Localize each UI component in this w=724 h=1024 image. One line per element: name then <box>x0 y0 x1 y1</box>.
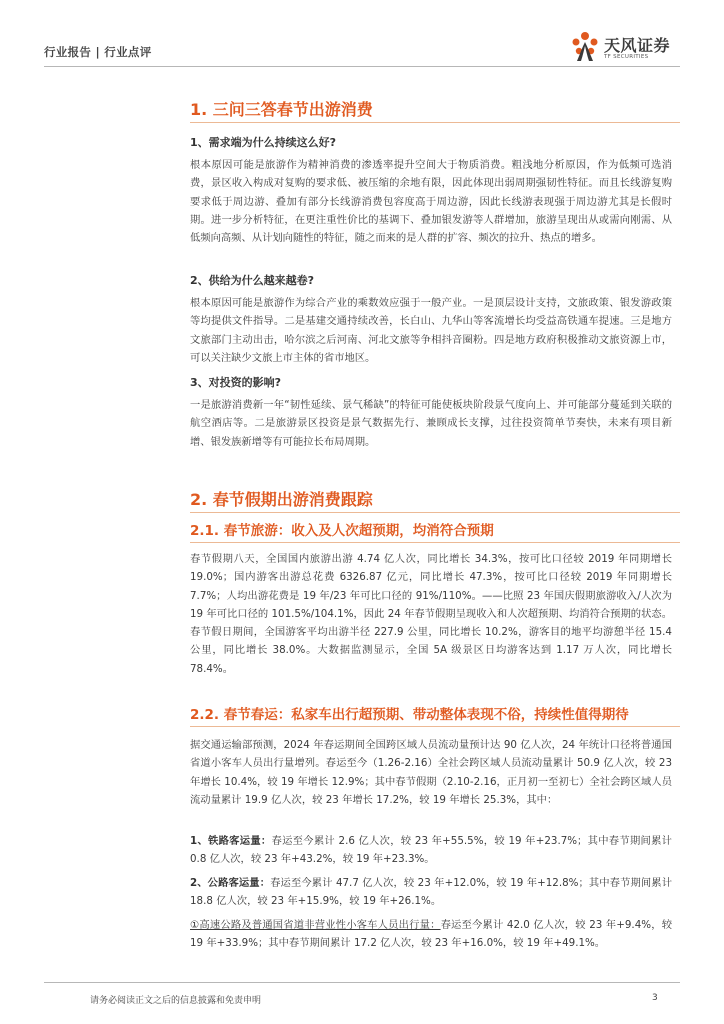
road-passenger-text: 春运至今累计 47.7 亿人次，较 23 年+12.0%，较 19 年+12.8%；其中春节期间累计 18.8 亿人次，较 23 年+15.9%，较 19 年+26.1%。 <box>190 877 672 908</box>
subsection-2-2-body: 据交通运输部预测，2024 年春运期间全国跨区域人员流动量预计达 90 亿人次，24 年统计口径将普通国省道小客车人员出行量增列。春运至今（1.26-2.16）全社会跨区域人员流动量累计 50.9 亿人次，较 23 年增长 10.4%，较 19 年增长 12.9%；其中春节假期（2.10-2.16，正月初一至初七）全社会跨区域人员流动量累计 19.9 亿人次，较 23 年增长 17.2%，较 19 年增长 25.3%，其中： <box>190 739 672 806</box>
logo-wordmark-en: TF SECURITIES <box>604 54 649 60</box>
company-logo <box>570 30 690 64</box>
footer-disclaimer: 请务必阅读正文之后的信息披露和免责申明 <box>90 996 262 1006</box>
highway-passenger-text: 春运至今累计 42.0 亿人次，较 23 年+9.4%，较 19 年+33.9%；其中春节期间累计 17.2 亿人次，较 23 年+16.0%，较 19 年+49.1%。 <box>190 919 672 950</box>
subsection-2-2-rule <box>190 726 680 727</box>
question-3: 3、对投资的影响? <box>190 376 282 389</box>
rail-passenger-text: 春运至今累计 2.6 亿人次，较 23 年+55.5%，较 19 年+23.7%；其中春节期间累计 0.8 亿人次，较 23 年+43.2%，较 19 年+23.3%。 <box>190 835 672 866</box>
section-1-heading <box>190 100 680 124</box>
rail-passenger-label: 1、铁路客运量： <box>190 835 272 847</box>
section-2-heading <box>190 490 680 514</box>
answer-1: 根本原因可能是旅游作为精神消费的渗透率提升空间大于物质消费。粗浅地分析原因，作为低频可选消费，景区收入构成对复购的要求低、被压缩的余地有限，因此体现出弱周期强韧性特征。而且长线游复购要求低于周边游、叠加有部分长线游消费包容度高于周边游，因此长线游表现强于周边游尤其是长假时期。进一步分析特征，在更注重性价比的基调下、叠加银发游等人群增加，旅游呈现出从或需向刚需、从低频向高频、从计划向随性的特征，随之而来的是人群的扩容、频次的拉升、热点的增多。 <box>190 159 672 245</box>
road-passenger-paragraph <box>190 874 672 911</box>
rail-passenger-paragraph <box>190 832 672 869</box>
section-1-title: 1. 三问三答春节出游消费 <box>190 100 373 119</box>
page-number: 3 <box>652 993 658 1003</box>
highway-passenger-label: ①高速公路及普通国省道非营业性小客车人员出行量： <box>190 919 441 931</box>
report-category: 行业报告 | 行业点评 <box>44 45 152 59</box>
subsection-2-2-title: 2.2. 春节春运：私家车出行超预期、带动整体表现不俗，持续性值得期待 <box>190 707 629 723</box>
header-divider <box>44 66 680 67</box>
question-1: 1、需求端为什么持续这么好? <box>190 136 337 149</box>
question-2: 2、供给为什么越来越卷? <box>190 274 315 287</box>
section-2-title: 2. 春节假期出游消费跟踪 <box>190 490 373 509</box>
subsection-2-2-heading <box>190 706 680 728</box>
subsection-2-1-rule <box>190 542 680 543</box>
footer-divider <box>44 982 680 983</box>
section-1-rule <box>190 122 680 123</box>
answer-2: 根本原因可能是旅游作为综合产业的乘数效应强于一般产业。一是顶层设计支持，文旅政策、银发游政策等均提供文件指导。二是基建交通持续改善，长白山、九华山等客流增长均受益高铁通车提速。三是地方文旅部门主动出击，哈尔滨之后河南、河北文旅等争相抖音圈粉。四是地方政府积极推动文旅资源上市，可以关注缺少文旅上市主体的省市地区。 <box>190 297 672 364</box>
road-passenger-label: 2、公路客运量： <box>190 877 271 889</box>
subsection-2-1-heading <box>190 522 680 544</box>
subsection-2-1-body: 春节假期八天，全国国内旅游出游 4.74 亿人次，同比增长 34.3%，按可比口径较 2019 年同期增长 19.0%；国内游客出游总花费 6326.87 亿元，同比增长 47.3%，按可比口径较 2019 年同期增长 7.7%；人均出游花费是 19 年/23 年可比口径的 91%/110%。——比照 23 年国庆假期旅游收入/人次为 19 年可比口径的 101.5%/104.1%，因此 24 年春节假期呈现收入和人次超预期、均消符合预期的状态。春节假日期间，全国游客平均出游半径 227.9 公里，同比增长 10.2%，游客目的地平均游憩半径 15.4 公里，同比增长 38.0%。大数据监测显示，全国 5A 级景区日均游客达到 1.17 万人次，同比增长 78.4%。 <box>190 553 672 675</box>
subsection-2-1-title: 2.1. 春节旅游：收入及人次超预期，均消符合预期 <box>190 523 494 539</box>
logo-wordmark-cn: 天风证券 <box>604 36 671 55</box>
section-2-rule <box>190 512 680 513</box>
answer-3: 一是旅游消费新一年“韧性延续、景气稀缺”的特征可能使板块阶段景气度向上、并可能部分蔓延到关联的航空酒店等。二是旅游景区投资是景气数据先行、兼顾成长支撑，过往投资简单节奏快，未来有项目新增、银发族新增等有可能拉长布局周期。 <box>190 399 672 448</box>
tf-securities-flower-icon <box>570 30 600 64</box>
highway-passenger-paragraph <box>190 916 672 953</box>
